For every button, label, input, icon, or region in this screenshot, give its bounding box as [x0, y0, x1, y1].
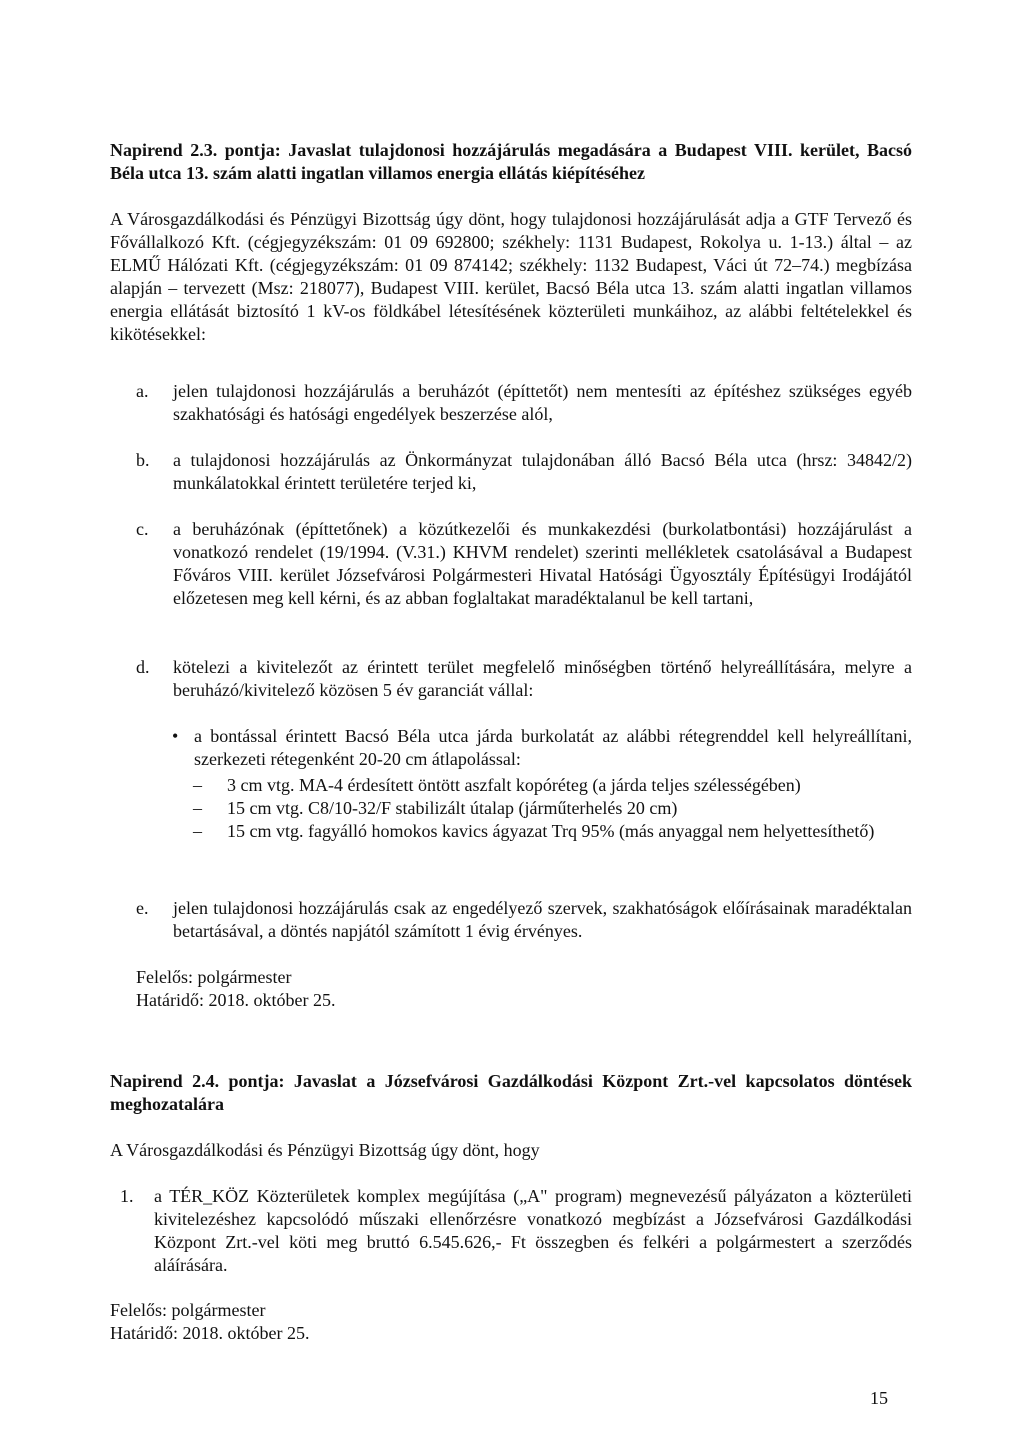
- list-item-b: [136, 449, 912, 495]
- list-item-d: [136, 656, 912, 702]
- list-item-label: d.: [136, 657, 150, 677]
- list-item-label: b.: [136, 450, 150, 470]
- dash-text: 15 cm vtg. C8/10-32/F stabilizált útalap (járműterhelés 20 cm): [227, 798, 678, 818]
- list-item-text: kötelezi a kivitelezőt az érintett terület megfelelő minőségben történő helyreállítására, melyre a beruházó/kivitelező közösen 5 év garanciát vállal:: [173, 657, 912, 700]
- list-item-text: a beruházónak (építtetőnek) a közútkezelői és munkakezdési (burkolatbontási) hozzájárulást a vonatkozó rendelet (19/1994. (V.31.) KHVM rendelet) szerinti mellékletek csatolásával a Budapest Főváros VIII. kerület Józsefvárosi Polgármesteri Hivatal Hatósági Ügyosztály Építésügyi Irodájától előzetesen meg kell kérni, és az abban foglaltakat maradéktalanul be kell tartani,: [173, 519, 912, 608]
- list-item-text: jelen tulajdonosi hozzájárulás csak az engedélyező szervek, szakhatóságok előírásainak maradéktalan betartásával, a döntés napjától számított 1 évig érvényes.: [173, 898, 912, 941]
- list-item-label: a.: [136, 381, 149, 401]
- list-item-label: 1.: [120, 1186, 134, 1206]
- list-item-label: e.: [136, 898, 149, 918]
- list-item-text: jelen tulajdonosi hozzájárulás a beruházót (építtetőt) nem mentesíti az építéshez szükséges egyéb szakhatósági és hatósági engedélyek beszerzése alól,: [173, 381, 912, 424]
- list-item-c: [136, 518, 912, 610]
- dash-text: 15 cm vtg. fagyálló homokos kavics ágyazat Trq 95% (más anyaggal nem helyettesíthető): [227, 821, 875, 841]
- list-item-1: [120, 1185, 912, 1277]
- page-number: 15: [870, 1388, 888, 1408]
- dash-item-3: [193, 820, 912, 843]
- section2-deadline: Határidő: 2018. október 25.: [110, 1323, 310, 1343]
- dash-item-2: [193, 797, 912, 820]
- dash-item-1: [193, 774, 912, 797]
- section2-responsible: Felelős: polgármester: [110, 1300, 266, 1320]
- list-item-e: [136, 897, 912, 943]
- bullet-symbol: •: [172, 726, 179, 746]
- section1-heading: Napirend 2.3. pontja: Javaslat tulajdonosi hozzájárulás megadására a Budapest VIII. kerület, Bacsó Béla utca 13. szám alatti ingatlan villamos energia ellátás kiépítéséhez: [110, 140, 912, 183]
- list-item-text: a TÉR_KÖZ Közterületek komplex megújítása („A" program) megnevezésű pályázaton a közterületi kivitelezéshez kapcsolódó műszaki ellenőrzésre vonatkozó megbízást a Józsefvárosi Gazdálkodási Központ Zrt.-vel köti meg bruttó 6.545.626,- Ft összegben és felkéri a polgármestert a szerződés aláírására.: [154, 1186, 912, 1275]
- dash-text: 3 cm vtg. MA-4 érdesített öntött aszfalt kopóréteg (a járda teljes szélességében): [227, 775, 801, 795]
- section2-heading: Napirend 2.4. pontja: Javaslat a Józsefvárosi Gazdálkodási Központ Zrt.-vel kapcsolatos döntések meghozatalára: [110, 1071, 912, 1114]
- dash-symbol: –: [193, 798, 202, 818]
- section2-intro: A Városgazdálkodási és Pénzügyi Bizottság úgy dönt, hogy: [110, 1140, 540, 1160]
- dash-symbol: –: [193, 775, 202, 795]
- list-item-a: [136, 380, 912, 426]
- bullet-text: a bontással érintett Bacsó Béla utca járda burkolatát az alábbi rétegrenddel kell helyreállítani, szerkezeti rétegenként 20-20 cm átlapolással:: [194, 726, 912, 769]
- dash-symbol: –: [193, 821, 202, 841]
- section1-intro: A Városgazdálkodási és Pénzügyi Bizottság úgy dönt, hogy tulajdonosi hozzájárulását adja a GTF Tervező és Fővállalkozó Kft. (cégjegyzékszám: 01 09 692800; székhely: 1131 Budapest, Rokolya u. 1-13.) által – az ELMŰ Hálózati Kft. (cégjegyzékszám: 01 09 874142; székhely: 1132 Budapest, Váci út 72–74.) megbízása alapján – tervezett (Msz: 218077), Budapest VIII. kerület, Bacsó Béla utca 13. szám alatti ingatlan villamos energia ellátását biztosító 1 kV-os földkábel létesítésének közterületi munkáihoz, az alábbi feltételekkel és kikötésekkel:: [110, 209, 912, 344]
- list-item-text: a tulajdonosi hozzájárulás az Önkormányzat tulajdonában álló Bacsó Béla utca (hrsz: 34842/2) munkálatokkal érintett területére terjed ki,: [173, 450, 912, 493]
- section1-deadline: Határidő: 2018. október 25.: [136, 990, 336, 1010]
- section1-responsible: Felelős: polgármester: [136, 967, 292, 987]
- bullet-item: [172, 725, 912, 771]
- list-item-label: c.: [136, 519, 149, 539]
